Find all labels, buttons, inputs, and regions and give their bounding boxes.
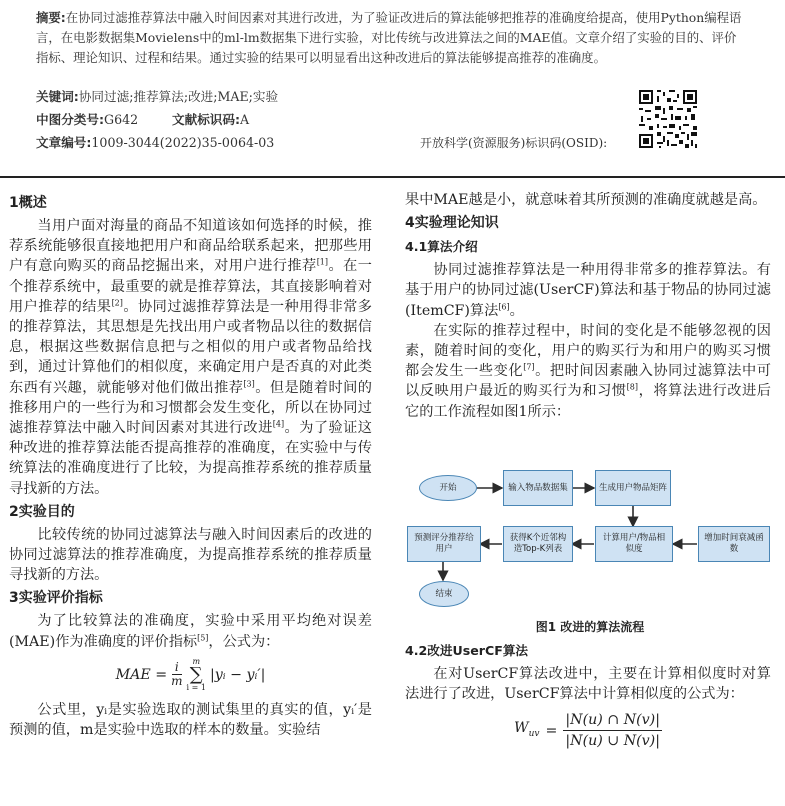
mae-sum-top: m [192,657,201,667]
article-number-label: 文章编号: [36,135,92,150]
flowchart-figure [405,466,775,614]
s41-text-a: 协同过滤推荐算法是一种用得非常多的推荐算法。有基于用户的协同过滤(UserCF)算法和基于物品的协同过滤(ItemCF)算法 [405,262,771,319]
mae-fraction [171,661,182,688]
flow-node-time-decay: 增加时间衰减函数 [698,526,770,562]
mae-frac-num: i [172,661,182,675]
section-3-paragraph-2: 公式里，yᵢ是实验选取的测试集里的真实的值，yᵢ′是预测的值，m是实验中选取的样本的数量。实验结 [9,701,372,739]
header-divider [0,176,785,178]
citation-8: [8] [626,382,638,392]
mae-lhs: MAE = [115,666,168,683]
citation-1: [1] [316,257,329,267]
equals-sign: = [545,722,558,739]
s41-text-b: 。 [509,302,524,319]
section-4-2-title: 4.2改进UserCF算法 [405,643,529,658]
section-1-title: 1概述 [9,195,47,211]
s1-text-c: 。协同过滤推荐算法是一种用得非常多的推荐算法，其思想是先找出用户或者物品以往的数据信息，根据这些数据信息把与之相似的用户或者物品给找到，通过计算他们的相似度，来确定用户是否真的对此类东西有兴趣，就能够对他们做出推荐 [9,298,372,396]
flow-node-start: 开始 [419,475,477,501]
s41-text-c: 在实际的推荐过程中，时间的变化是不能够忽视的因素，随着时间的变化，用户的购买行为和用户的购买习惯都会发生一些变化 [405,322,771,380]
mae-body: |yᵢ − yᵢ′| [209,666,266,683]
mae-sum-bottom: i = 1 [186,683,206,693]
s3-text-a: 为了比较算法的准确度，实验中采用平均绝对误差(MAE)作为准确度的评价指标 [9,613,372,650]
citation-6: [6] [498,301,510,311]
w-symbol: W [514,719,529,736]
section-4-1-paragraph-1 [405,260,771,321]
flow-node-generate-matrix: 生成用户物品矩阵 [595,470,671,506]
abstract-label: 摘要: [36,10,66,25]
w-fraction [563,710,662,751]
s1-text-b: 。在一个推荐系统中，最重要的就是推荐算法，其直接影响着对用户推荐的结果 [9,258,372,315]
flow-node-end: 结束 [419,581,469,607]
article-number-line [36,134,274,152]
qr-code-image [637,88,699,150]
citation-3: [3] [243,378,255,388]
clc-line [36,111,138,129]
abstract-text: 在协同过滤推荐算法中融入时间因素对其进行改进，为了验证改进后的算法能够把推荐的准确度给提高，使用Python编程语言，在电影数据集Movielens中的ml-lm数据集下进行实验，对比传统与改进算法之间的MAE值。文章介绍了实验的目的、评价指标、理论知识、过程和结果。通过实验的结果可以明显看出这种改进后的算法能够提高推荐的准确度。 [36,10,742,65]
right-column [405,190,771,422]
section-4-1-paragraph-2 [405,321,771,422]
left-column [9,190,372,740]
section-2-title: 2实验目的 [9,503,75,520]
flow-node-similarity: 计算用户/物品相似度 [595,526,673,562]
osid-label: 开放科学(资源服务)标识码(OSID): [420,136,608,150]
figure-caption: 图1 改进的算法流程 [535,620,645,634]
doc-code-line [172,111,249,129]
s1-text-e: 。为了验证这种改进的推荐算法能否提高推荐的准确度，在实验中与传统算法的准确度进行了比较，为提高推荐系统的推荐质量寻找新的方法。 [9,420,372,497]
w-denominator: |N(u) ∪ N(v)| [565,733,660,750]
doc-code-label: 文献标识码: [172,112,241,127]
flow-node-topk: 获得K个近邻构造Top-K列表 [503,526,573,562]
s1-text-d: 。但是随着时间的推移用户的一些行为和习惯都会发生变化，所以在协同过滤推荐算法中融入时间因素对其进行改进 [9,379,372,437]
citation-2: [2] [111,298,123,308]
doc-code-value: A [240,112,250,127]
citation-7: [7] [523,362,535,372]
w-subscript: uv [528,728,540,739]
s3-text-b: ，公式为： [208,633,280,650]
citation-5: [5] [197,632,209,642]
section-4-1-title: 4.1算法介绍 [405,239,478,255]
abstract [36,8,748,67]
citation-4: [4] [272,419,285,429]
mae-formula [9,656,372,694]
w-lhs [514,718,539,744]
sigma-symbol: ∑ [189,664,203,686]
section-3-title: 3实验评价指标 [9,590,103,607]
similarity-formula [405,710,771,751]
s41-text-e: ，将算法进行改进后它的工作流程如图1所示： [405,383,771,420]
keywords-label: 关键词: [36,89,79,104]
clc-label: 中图分类号: [36,112,105,127]
section-4-title: 4实验理论知识 [405,215,499,232]
keywords: 协同过滤;推荐算法;改进;MAE;实验 [78,89,279,104]
section-1-paragraph [9,216,372,499]
article-number: 1009-3044(2022)35-0064-03 [91,135,275,150]
flow-node-input-dataset: 输入物品数据集 [503,470,573,506]
w-numerator: |N(u) ∩ N(v)| [563,710,662,731]
mae-sum [187,657,206,692]
flow-node-predict: 预测评分推荐给用户 [407,526,481,562]
s1-text-a: 当用户面对海量的商品不知道该如何选择的时候，推荐系统能够很直接地把用户和商品给联系起来，把那些用户有意向购买的商品挖掘出来，对用户进行推荐 [9,218,372,275]
mae-frac-den: m [171,674,183,689]
section-3-paragraph [9,611,372,651]
right-column-lower [405,638,771,757]
s41-text-d: 。把时间因素融入协同过滤算法中可以反映用户最近的购买行为和习惯 [405,363,771,400]
section-4-2-paragraph: 在对UserCF算法改进中，主要在计算相似度时对算法进行了改进，UserCF算法中计算相似度的公式为： [405,666,771,703]
keywords-line [36,88,278,106]
clc-value: G642 [104,112,139,127]
continued-paragraph: 果中MAE越是小，就意味着其所预测的准确度就越是高。 [405,192,767,208]
section-2-paragraph: 比较传统的协同过滤算法与融入时间因素后的改进的协同过滤算法的推荐准确度，为提高推荐系统的推荐质量寻找新的方法。 [9,526,372,584]
